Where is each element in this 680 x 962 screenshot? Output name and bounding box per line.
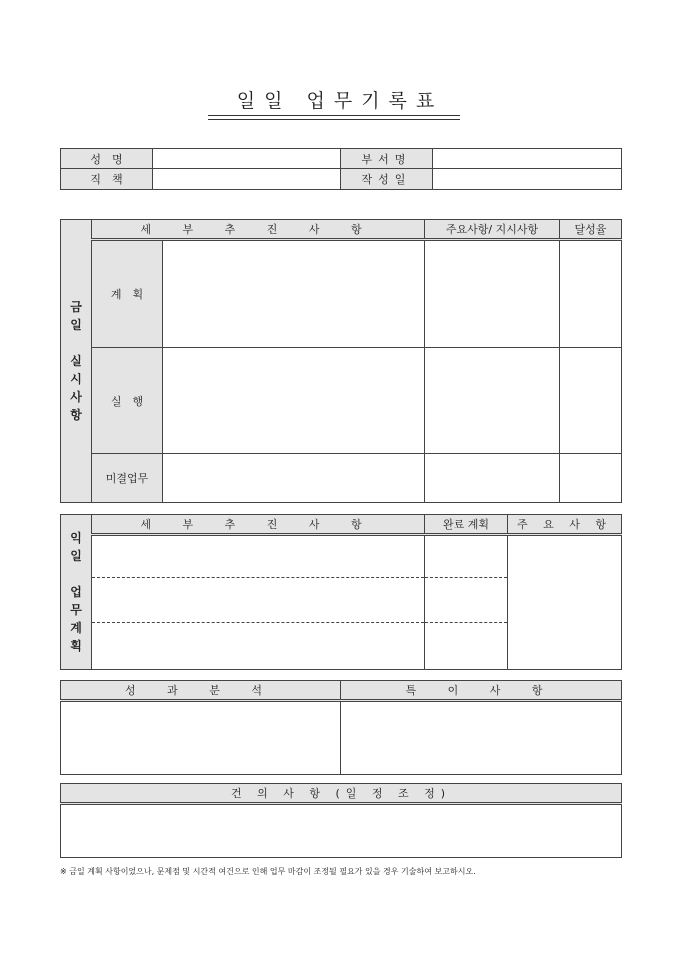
pending-rate-cell[interactable] — [560, 454, 622, 503]
date-field[interactable] — [433, 169, 622, 190]
suggestion-table — [60, 783, 622, 858]
plan-row-label: 계 획 — [92, 240, 163, 348]
tomorrow-main-header: 주 요 사 항 — [508, 515, 622, 535]
footnote: ※ 금일 계획 사항이었으나, 문제점 및 시간적 여건으로 인해 업무 마감이 조정될 필요가 있을 경우 기술하여 보고하시오. — [60, 867, 476, 876]
tomorrow-detail-header: 세 부 추 진 사 항 — [92, 515, 425, 535]
title-underline-second — [208, 119, 460, 120]
today-rate-header: 달성율 — [560, 220, 622, 240]
exec-rate-cell[interactable] — [560, 348, 622, 454]
exec-row-label: 실 행 — [92, 348, 163, 454]
today-detail-header: 세 부 추 진 사 항 — [92, 220, 425, 240]
result-analysis-cell[interactable] — [61, 701, 341, 775]
special-notes-header: 특 이 사 항 — [341, 681, 622, 701]
tomorrow-main-cell[interactable] — [508, 535, 622, 670]
analysis-table — [60, 680, 622, 775]
date-label: 작성일 — [341, 169, 433, 190]
tomorrow-complete-row-2[interactable] — [425, 578, 508, 623]
pending-row-label: 미결업무 — [92, 454, 163, 503]
title-underline — [208, 115, 460, 116]
plan-rate-cell[interactable] — [560, 240, 622, 348]
tomorrow-complete-row-3[interactable] — [425, 623, 508, 670]
info-table — [60, 148, 622, 190]
position-label: 직 책 — [61, 169, 153, 190]
exec-detail-cell[interactable] — [163, 348, 425, 454]
plan-detail-cell[interactable] — [163, 240, 425, 348]
tomorrow-detail-row-1[interactable] — [92, 535, 425, 578]
today-side-label: 금 일 실 시 사 항 — [61, 220, 92, 503]
special-notes-cell[interactable] — [341, 701, 622, 775]
name-field[interactable] — [153, 149, 341, 169]
position-field[interactable] — [153, 169, 341, 190]
pending-notes-cell[interactable] — [425, 454, 560, 503]
result-analysis-header: 성 과 분 석 — [61, 681, 341, 701]
dept-field[interactable] — [433, 149, 622, 169]
tomorrow-detail-row-3[interactable] — [92, 623, 425, 670]
tomorrow-plan-table — [60, 514, 622, 670]
tomorrow-detail-row-2[interactable] — [92, 578, 425, 623]
today-work-table — [60, 219, 622, 503]
suggestion-cell[interactable] — [61, 804, 622, 858]
name-label: 성 명 — [61, 149, 153, 169]
plan-notes-cell[interactable] — [425, 240, 560, 348]
tomorrow-complete-header: 완료 계획 — [425, 515, 508, 535]
page-title: 일일 업무기록표 — [236, 90, 444, 112]
today-notes-header: 주요사항/ 지시사항 — [425, 220, 560, 240]
tomorrow-complete-row-1[interactable] — [425, 535, 508, 578]
tomorrow-side-label: 익 일 업 무 계 획 — [61, 515, 92, 670]
exec-notes-cell[interactable] — [425, 348, 560, 454]
dept-label: 부서명 — [341, 149, 433, 169]
pending-detail-cell[interactable] — [163, 454, 425, 503]
suggestion-header: 건 의 사 항 (일 정 조 정) — [61, 784, 622, 804]
